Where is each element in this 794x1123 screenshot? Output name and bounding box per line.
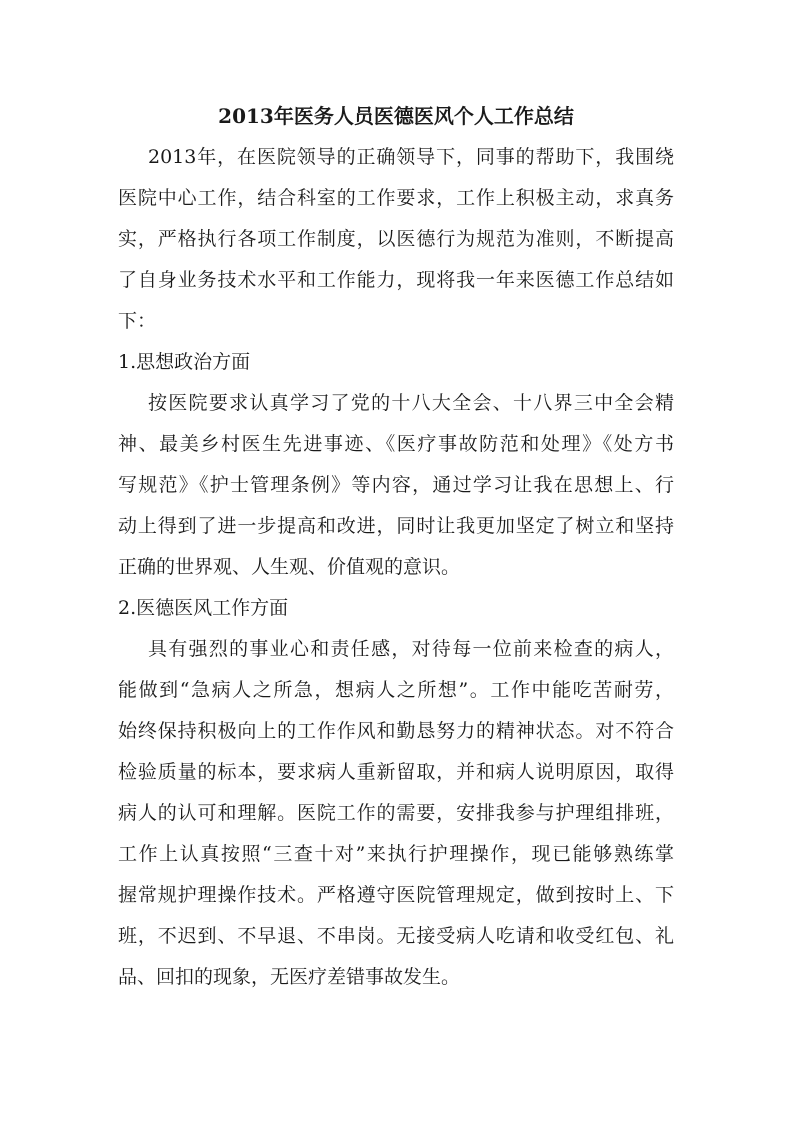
- paragraph-line: 品、回扣的现象，无医疗差错事故发生。: [118, 966, 461, 988]
- paragraph-line: 始终保持积极向上的工作作风和勤恳努力的精神状态。对不符合: [118, 720, 674, 742]
- paragraph-line: 按医院要求认真学习了党的十八大全会、十八界三中全会精: [148, 392, 674, 414]
- paragraph-line: 写规范》《护士管理条例》等内容，通过学习让我在思想上、行: [118, 474, 674, 496]
- document-title: 2013年医务人员医德医风个人工作总结: [218, 104, 574, 128]
- paragraph-line: 检验质量的标本，要求病人重新留取，并和病人说明原因，取得: [118, 761, 674, 783]
- intro-paragraph: [118, 137, 674, 342]
- paragraph-line: 神、最美乡村医生先进事迹、《医疗事故防范和处理》《处方书: [118, 433, 674, 455]
- paragraph-line: 医院中心工作，结合科室的工作要求，工作上积极主动，求真务: [118, 187, 674, 209]
- paragraph-line: 具有强烈的事业心和责任感，对待每一位前来检查的病人，: [148, 638, 674, 660]
- section2-paragraph: [118, 629, 674, 998]
- paragraph-line: 正确的世界观、人生观、价值观的意识。: [118, 556, 461, 578]
- section1-paragraph: [118, 383, 674, 588]
- paragraph-line: 能做到“急病人之所急，想病人之所想”。工作中能吃苦耐劳，: [118, 679, 674, 701]
- paragraph-line: 2013年，在医院领导的正确领导下，同事的帮助下，我围绕: [148, 146, 674, 168]
- document-page: [118, 96, 674, 998]
- paragraph-line: 病人的认可和理解。医院工作的需要，安排我参与护理组排班，: [118, 802, 674, 824]
- paragraph-line: 工作上认真按照“三查十对”来执行护理操作，现已能够熟练掌: [118, 843, 674, 865]
- paragraph-line: 了自身业务技术水平和工作能力，现将我一年来医德工作总结如: [118, 269, 674, 291]
- paragraph-line: 动上得到了进一步提高和改进，同时让我更加坚定了树立和坚持: [118, 515, 674, 537]
- paragraph-line: 实，严格执行各项工作制度，以医德行为规范为准则，不断提高: [118, 228, 674, 250]
- section-heading: 2.医德医风工作方面: [118, 597, 289, 619]
- paragraph-line: 班，不迟到、不早退、不串岗。无接受病人吃请和收受红包、礼: [118, 925, 674, 947]
- section-heading: 1.思想政治方面: [118, 351, 251, 373]
- paragraph-line: 下：: [118, 310, 157, 332]
- paragraph-line: 握常规护理操作技术。严格遵守医院管理规定，做到按时上、下: [118, 884, 674, 906]
